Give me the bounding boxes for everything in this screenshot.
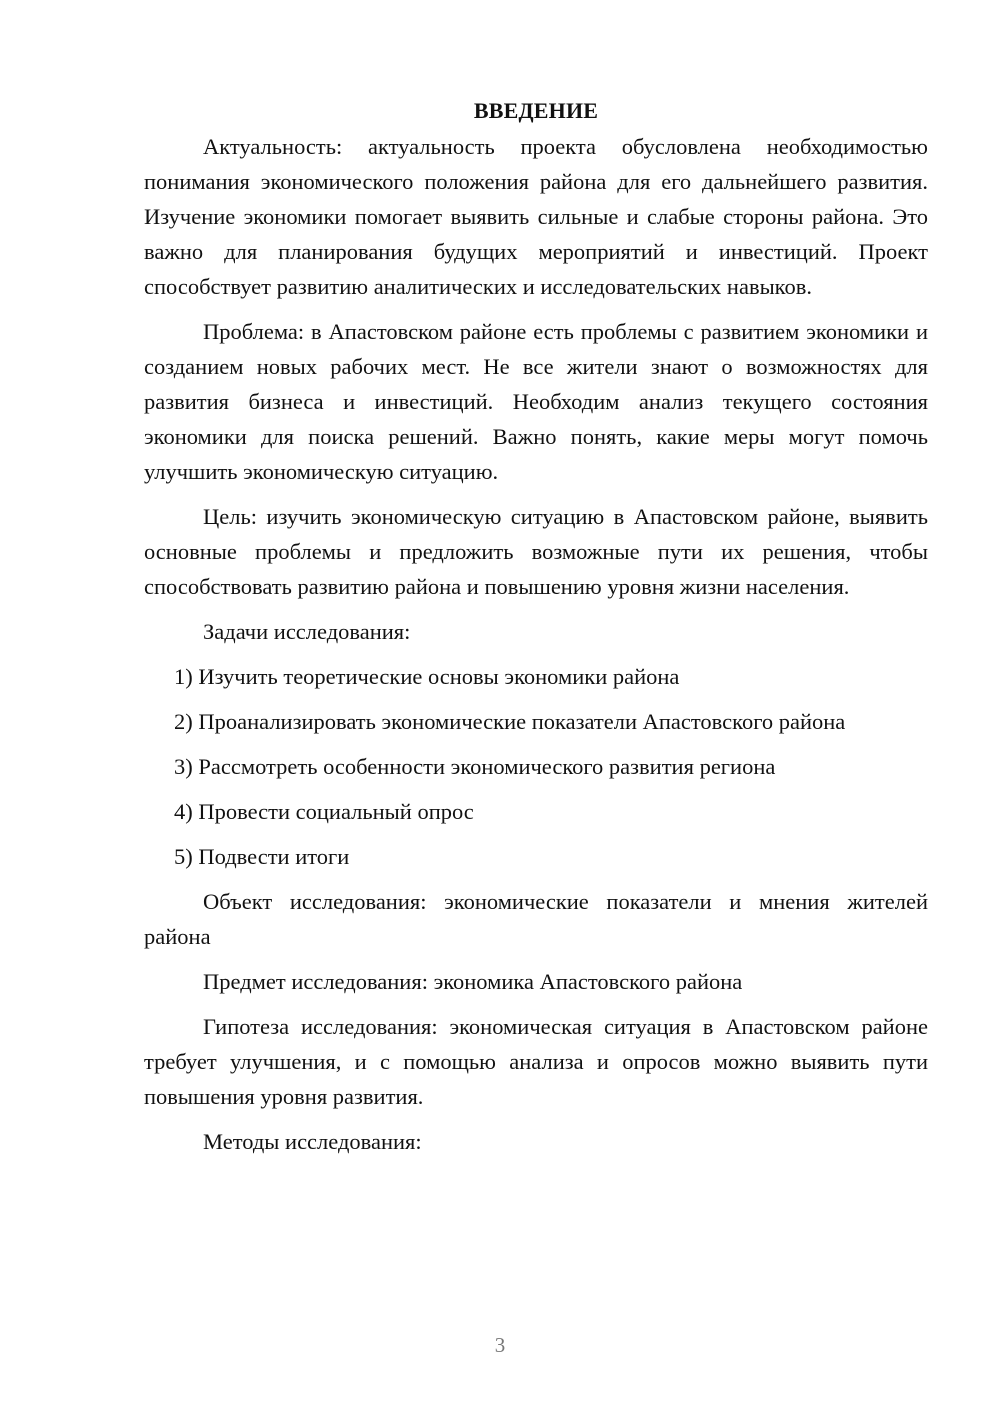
task-item-1: 1) Изучить теоретические основы экономики района [174, 664, 680, 689]
section-title: ВВЕДЕНИЕ [473, 98, 599, 123]
paragraph-hypothesis: Гипотеза исследования: экономическая ситуация в Апастовском районе требует улучшения, и с помощью анализа и опросов можно выявить пути повышения уровня развития. [144, 1014, 928, 1109]
page-number: 3 [494, 1333, 506, 1357]
task-item-4: 4) Провести социальный опрос [174, 799, 474, 824]
page-content [144, 94, 928, 1169]
paragraph-relevance: Актуальность: актуальность проекта обусловлена необходимостью понимания экономического положения района для его дальнейшего развития. Изучение экономики помогает выявить сильные и слабые стороны района. Это важно для планирования будущих мероприятий и инвестиций. Проект способствует развитию аналитических и исследовательских навыков. [144, 134, 928, 299]
methods-heading: Методы исследования: [203, 1129, 422, 1154]
task-item-3: 3) Рассмотреть особенности экономического развития региона [174, 754, 776, 779]
task-item-5: 5) Подвести итоги [174, 844, 350, 869]
paragraph-problem: Проблема: в Апастовском районе есть проблемы с развитием экономики и созданием новых рабочих мест. Не все жители знают о возможностях для развития бизнеса и инвестиций. Необходим анализ текущего состояния экономики для поиска решений. Важно понять, какие меры могут помочь улучшить экономическую ситуацию. [144, 319, 928, 484]
paragraph-goal: Цель: изучить экономическую ситуацию в Апастовском районе, выявить основные проблемы и предложить возможные пути их решения, чтобы способствовать развитию района и повышению уровня жизни населения. [144, 504, 928, 599]
tasks-heading: Задачи исследования: [203, 619, 411, 644]
paragraph-subject: Предмет исследования: экономика Апастовского района [203, 969, 743, 994]
task-item-2: 2) Проанализировать экономические показатели Апастовского района [174, 709, 846, 734]
paragraph-object: Объект исследования: экономические показатели и мнения жителей района [144, 889, 928, 949]
